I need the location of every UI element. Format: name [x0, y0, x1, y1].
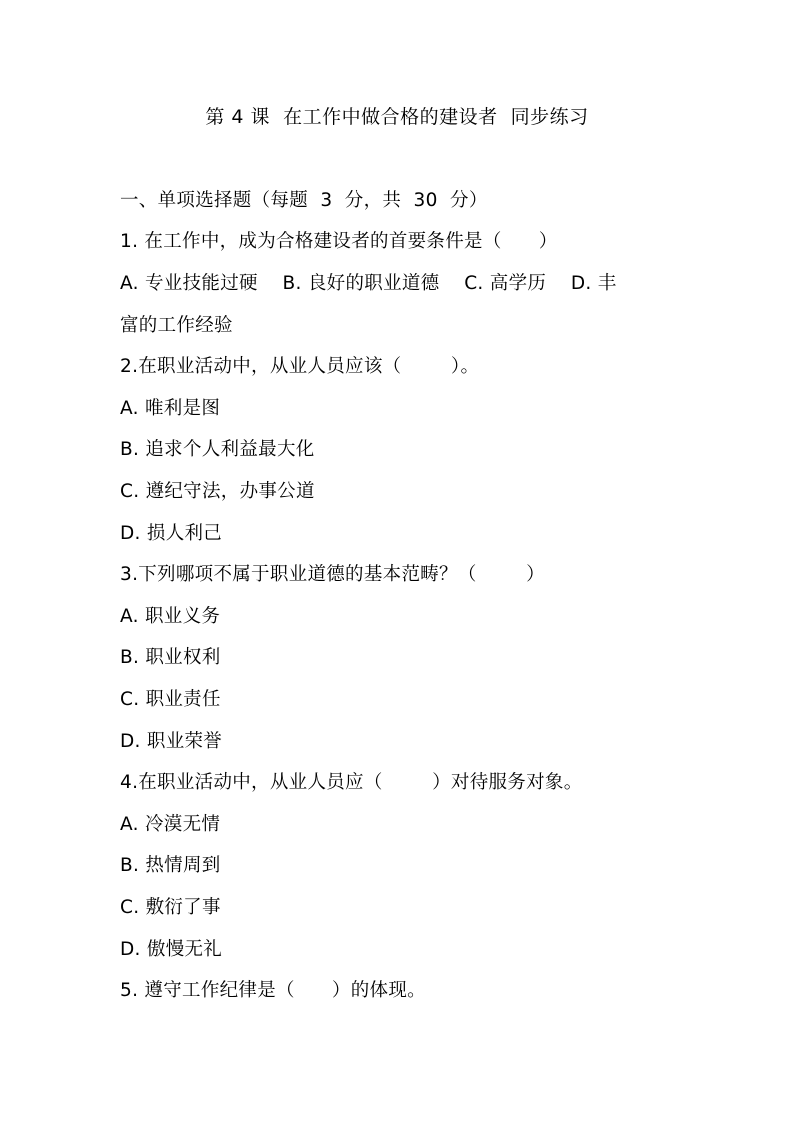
question-4-option-b: B. 热情周到 — [120, 855, 221, 876]
question-3-option-b: B. 职业权利 — [120, 647, 221, 668]
question-1-options: A. 专业技能过硬 B. 良好的职业道德 C. 高学历 D. 丰 — [120, 273, 617, 294]
question-2-option-c: C. 遵纪守法，办事公道 — [120, 481, 315, 502]
question-4-stem: 4.在职业活动中，从业人员应（ ）对待服务对象。 — [120, 772, 583, 793]
question-3-option-a: A. 职业义务 — [120, 606, 221, 627]
question-2-option-b: B. 追求个人利益最大化 — [120, 439, 315, 460]
document-title: 第 4 课 在工作中做合格的建设者 同步练习 — [205, 106, 589, 128]
question-4-option-a: A. 冷漠无情 — [120, 814, 221, 835]
question-1-stem: 1. 在工作中，成为合格建设者的首要条件是（ ） — [120, 231, 558, 252]
question-5-stem: 5. 遵守工作纪律是（ ）的体现。 — [120, 980, 426, 1001]
question-3-option-c: C. 职业责任 — [120, 689, 221, 710]
question-2-option-a: A. 唯利是图 — [120, 398, 221, 419]
question-2-option-d: D. 损人利己 — [120, 523, 223, 544]
question-3-option-d: D. 职业荣誉 — [120, 731, 223, 752]
question-1-options-continued: 富的工作经验 — [120, 315, 233, 336]
question-3-stem: 3.下列哪项不属于职业道德的基本范畴？（ ） — [120, 564, 545, 585]
question-4-option-c: C. 敷衍了事 — [120, 897, 221, 918]
question-4-option-d: D. 傲慢无礼 — [120, 939, 223, 960]
section-heading: 一、单项选择题（每题 3 分，共 30 分） — [120, 190, 488, 211]
question-2-stem: 2.在职业活动中，从业人员应该（ ）。 — [120, 356, 480, 377]
